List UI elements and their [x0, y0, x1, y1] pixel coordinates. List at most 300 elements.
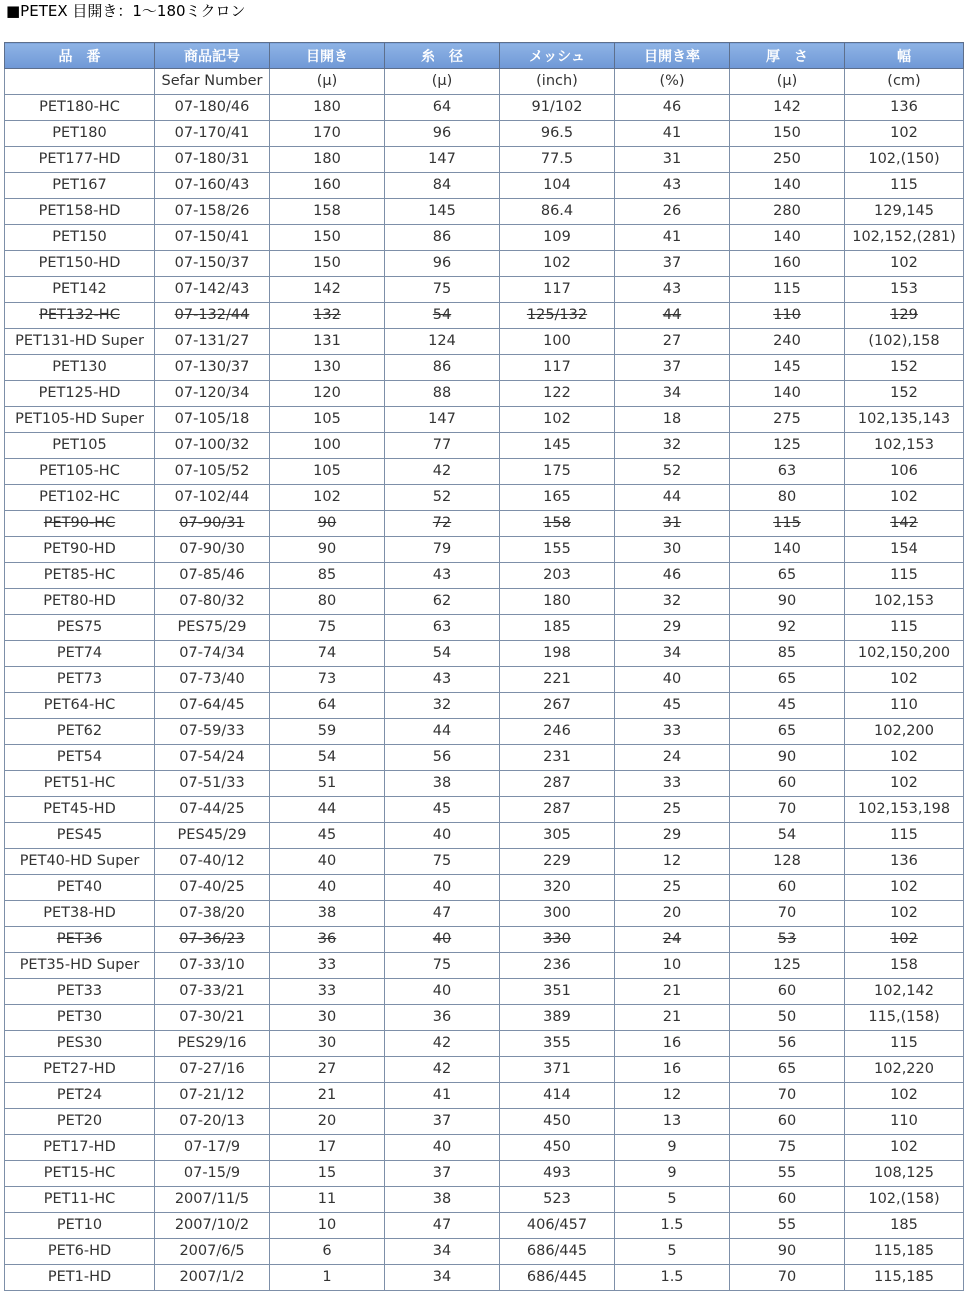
- header-mesh: メッシュ: [500, 43, 615, 69]
- cell-open-area: 29: [615, 615, 730, 641]
- cell-product-number: PET150-HD: [5, 251, 155, 277]
- cell-thread-diameter: 47: [385, 901, 500, 927]
- cell-product-number: PET38-HD: [5, 901, 155, 927]
- cell-open-area: 26: [615, 199, 730, 225]
- cell-open-area: 20: [615, 901, 730, 927]
- cell-width: 102: [845, 485, 964, 511]
- cell-width: 115,(158): [845, 1005, 964, 1031]
- cell-mesh: 351: [500, 979, 615, 1005]
- table-row: [5, 121, 964, 147]
- cell-width: 102: [845, 1083, 964, 1109]
- cell-mesh: 406/457: [500, 1213, 615, 1239]
- table-row: [5, 719, 964, 745]
- cell-open-area: 21: [615, 979, 730, 1005]
- cell-product-number: PET30: [5, 1005, 155, 1031]
- cell-product-code: 07-40/12: [155, 849, 270, 875]
- cell-product-code: 07-73/40: [155, 667, 270, 693]
- cell-open-area: 24: [615, 927, 730, 953]
- unit-cell: (%): [615, 69, 730, 95]
- cell-thread-diameter: 75: [385, 953, 500, 979]
- cell-thickness: 53: [730, 927, 845, 953]
- cell-thickness: 60: [730, 1187, 845, 1213]
- cell-opening: 158: [270, 199, 385, 225]
- cell-open-area: 31: [615, 147, 730, 173]
- cell-thickness: 75: [730, 1135, 845, 1161]
- cell-open-area: 34: [615, 381, 730, 407]
- cell-mesh: 450: [500, 1109, 615, 1135]
- cell-thread-diameter: 37: [385, 1161, 500, 1187]
- cell-mesh: 180: [500, 589, 615, 615]
- cell-open-area: 41: [615, 225, 730, 251]
- cell-thickness: 90: [730, 745, 845, 771]
- table-row: [5, 1213, 964, 1239]
- cell-thickness: 110: [730, 303, 845, 329]
- cell-opening: 105: [270, 459, 385, 485]
- table-row: [5, 953, 964, 979]
- cell-thickness: 55: [730, 1213, 845, 1239]
- cell-mesh: 414: [500, 1083, 615, 1109]
- table-row: [5, 1109, 964, 1135]
- cell-product-number: PET142: [5, 277, 155, 303]
- table-row: [5, 1265, 964, 1291]
- cell-thickness: 240: [730, 329, 845, 355]
- table-row: [5, 329, 964, 355]
- cell-product-number: PET11-HC: [5, 1187, 155, 1213]
- cell-product-number: PET74: [5, 641, 155, 667]
- cell-width: 108,125: [845, 1161, 964, 1187]
- cell-width: 115: [845, 1031, 964, 1057]
- cell-product-number: PET24: [5, 1083, 155, 1109]
- cell-width: 102,220: [845, 1057, 964, 1083]
- cell-product-number: PET80-HD: [5, 589, 155, 615]
- cell-open-area: 30: [615, 537, 730, 563]
- cell-thickness: 80: [730, 485, 845, 511]
- cell-product-number: PET54: [5, 745, 155, 771]
- table-row: [5, 875, 964, 901]
- cell-thickness: 128: [730, 849, 845, 875]
- cell-product-number: PET20: [5, 1109, 155, 1135]
- cell-product-code: 2007/6/5: [155, 1239, 270, 1265]
- cell-mesh: 100: [500, 329, 615, 355]
- cell-thread-diameter: 37: [385, 1109, 500, 1135]
- cell-product-number: PET51-HC: [5, 771, 155, 797]
- cell-width: 142: [845, 511, 964, 537]
- cell-product-number: PET102-HC: [5, 485, 155, 511]
- cell-open-area: 16: [615, 1031, 730, 1057]
- cell-thread-diameter: 40: [385, 823, 500, 849]
- cell-open-area: 27: [615, 329, 730, 355]
- cell-thickness: 54: [730, 823, 845, 849]
- cell-mesh: 330: [500, 927, 615, 953]
- cell-product-code: 07-64/45: [155, 693, 270, 719]
- cell-mesh: 236: [500, 953, 615, 979]
- cell-product-number: PET10: [5, 1213, 155, 1239]
- cell-thickness: 125: [730, 433, 845, 459]
- cell-thread-diameter: 62: [385, 589, 500, 615]
- cell-opening: 40: [270, 875, 385, 901]
- table-row: [5, 225, 964, 251]
- table-row: [5, 667, 964, 693]
- cell-mesh: 523: [500, 1187, 615, 1213]
- cell-opening: 142: [270, 277, 385, 303]
- cell-product-code: 07-90/30: [155, 537, 270, 563]
- table-row: [5, 147, 964, 173]
- cell-open-area: 37: [615, 355, 730, 381]
- cell-product-number: PES30: [5, 1031, 155, 1057]
- cell-product-number: PET85-HC: [5, 563, 155, 589]
- cell-thread-diameter: 86: [385, 225, 500, 251]
- cell-open-area: 24: [615, 745, 730, 771]
- cell-width: 115: [845, 173, 964, 199]
- cell-open-area: 33: [615, 771, 730, 797]
- cell-width: 102,(158): [845, 1187, 964, 1213]
- table-row: [5, 381, 964, 407]
- cell-thickness: 55: [730, 1161, 845, 1187]
- unit-cell: (μ): [385, 69, 500, 95]
- header-row: [5, 43, 964, 69]
- cell-product-number: PES45: [5, 823, 155, 849]
- unit-cell: [5, 69, 155, 95]
- cell-product-code: 07-105/52: [155, 459, 270, 485]
- cell-thread-diameter: 145: [385, 199, 500, 225]
- cell-product-code: 07-132/44: [155, 303, 270, 329]
- cell-product-code: 07-30/21: [155, 1005, 270, 1031]
- cell-thread-diameter: 34: [385, 1239, 500, 1265]
- cell-thickness: 115: [730, 277, 845, 303]
- cell-opening: 33: [270, 979, 385, 1005]
- cell-width: 102: [845, 771, 964, 797]
- cell-open-area: 34: [615, 641, 730, 667]
- cell-thread-diameter: 96: [385, 121, 500, 147]
- cell-product-code: 07-130/37: [155, 355, 270, 381]
- header-thickness: 厚 さ: [730, 43, 845, 69]
- table-row: [5, 199, 964, 225]
- units-row: [5, 69, 964, 95]
- table-row: [5, 537, 964, 563]
- cell-open-area: 1.5: [615, 1213, 730, 1239]
- cell-thickness: 140: [730, 537, 845, 563]
- cell-product-number: PET15-HC: [5, 1161, 155, 1187]
- cell-product-number: PET105-HC: [5, 459, 155, 485]
- cell-product-number: PET64-HC: [5, 693, 155, 719]
- cell-mesh: 287: [500, 797, 615, 823]
- cell-width: (102),158: [845, 329, 964, 355]
- cell-product-number: PET45-HD: [5, 797, 155, 823]
- cell-thickness: 140: [730, 225, 845, 251]
- table-row: [5, 1083, 964, 1109]
- cell-opening: 10: [270, 1213, 385, 1239]
- cell-open-area: 18: [615, 407, 730, 433]
- cell-product-number: PET40: [5, 875, 155, 901]
- cell-opening: 33: [270, 953, 385, 979]
- cell-open-area: 1.5: [615, 1265, 730, 1291]
- cell-product-code: 2007/10/2: [155, 1213, 270, 1239]
- cell-product-code: 07-142/43: [155, 277, 270, 303]
- cell-thickness: 65: [730, 667, 845, 693]
- cell-thread-diameter: 56: [385, 745, 500, 771]
- cell-thread-diameter: 54: [385, 641, 500, 667]
- cell-opening: 27: [270, 1057, 385, 1083]
- cell-thickness: 275: [730, 407, 845, 433]
- cell-opening: 59: [270, 719, 385, 745]
- cell-open-area: 9: [615, 1135, 730, 1161]
- cell-opening: 38: [270, 901, 385, 927]
- cell-thread-diameter: 40: [385, 927, 500, 953]
- cell-product-number: PET73: [5, 667, 155, 693]
- cell-opening: 80: [270, 589, 385, 615]
- unit-cell: (μ): [270, 69, 385, 95]
- cell-thread-diameter: 42: [385, 459, 500, 485]
- cell-thread-diameter: 41: [385, 1083, 500, 1109]
- cell-opening: 105: [270, 407, 385, 433]
- cell-product-code: 07-131/27: [155, 329, 270, 355]
- table-row: [5, 797, 964, 823]
- cell-opening: 45: [270, 823, 385, 849]
- cell-width: 152: [845, 355, 964, 381]
- cell-thread-diameter: 42: [385, 1057, 500, 1083]
- cell-width: 154: [845, 537, 964, 563]
- cell-width: 110: [845, 1109, 964, 1135]
- cell-width: 102,153: [845, 589, 964, 615]
- cell-mesh: 104: [500, 173, 615, 199]
- cell-product-code: 07-51/33: [155, 771, 270, 797]
- cell-width: 102,150,200: [845, 641, 964, 667]
- cell-open-area: 32: [615, 589, 730, 615]
- cell-mesh: 122: [500, 381, 615, 407]
- cell-opening: 160: [270, 173, 385, 199]
- cell-mesh: 96.5: [500, 121, 615, 147]
- cell-thickness: 70: [730, 1083, 845, 1109]
- table-row: [5, 693, 964, 719]
- cell-opening: 180: [270, 147, 385, 173]
- cell-mesh: 203: [500, 563, 615, 589]
- cell-product-number: PET105: [5, 433, 155, 459]
- cell-open-area: 31: [615, 511, 730, 537]
- cell-product-number: PET1-HD: [5, 1265, 155, 1291]
- cell-product-code: 07-40/25: [155, 875, 270, 901]
- cell-thickness: 140: [730, 173, 845, 199]
- cell-width: 136: [845, 95, 964, 121]
- header-open-area: 目開き率: [615, 43, 730, 69]
- cell-width: 115: [845, 563, 964, 589]
- cell-product-code: 07-44/25: [155, 797, 270, 823]
- cell-thread-diameter: 34: [385, 1265, 500, 1291]
- table-row: [5, 979, 964, 1005]
- cell-thickness: 145: [730, 355, 845, 381]
- cell-thread-diameter: 96: [385, 251, 500, 277]
- cell-product-code: 07-158/26: [155, 199, 270, 225]
- cell-opening: 20: [270, 1109, 385, 1135]
- cell-open-area: 33: [615, 719, 730, 745]
- cell-mesh: 198: [500, 641, 615, 667]
- cell-thickness: 60: [730, 979, 845, 1005]
- cell-thickness: 85: [730, 641, 845, 667]
- cell-width: 153: [845, 277, 964, 303]
- cell-thickness: 65: [730, 719, 845, 745]
- cell-thickness: 90: [730, 589, 845, 615]
- cell-open-area: 12: [615, 849, 730, 875]
- cell-width: 115,185: [845, 1239, 964, 1265]
- cell-open-area: 32: [615, 433, 730, 459]
- cell-thread-diameter: 79: [385, 537, 500, 563]
- cell-thickness: 60: [730, 1109, 845, 1135]
- cell-mesh: 300: [500, 901, 615, 927]
- cell-mesh: 145: [500, 433, 615, 459]
- cell-mesh: 287: [500, 771, 615, 797]
- cell-thread-diameter: 86: [385, 355, 500, 381]
- table-row: [5, 615, 964, 641]
- header-opening: 目開き: [270, 43, 385, 69]
- cell-thread-diameter: 43: [385, 667, 500, 693]
- table-row: [5, 485, 964, 511]
- cell-thread-diameter: 45: [385, 797, 500, 823]
- table-row: [5, 407, 964, 433]
- cell-opening: 6: [270, 1239, 385, 1265]
- cell-thread-diameter: 40: [385, 979, 500, 1005]
- cell-product-code: 07-38/20: [155, 901, 270, 927]
- cell-opening: 54: [270, 745, 385, 771]
- cell-thread-diameter: 54: [385, 303, 500, 329]
- cell-open-area: 46: [615, 563, 730, 589]
- cell-thickness: 280: [730, 199, 845, 225]
- cell-product-code: 2007/1/2: [155, 1265, 270, 1291]
- cell-mesh: 185: [500, 615, 615, 641]
- table-row: [5, 745, 964, 771]
- cell-open-area: 25: [615, 875, 730, 901]
- cell-opening: 74: [270, 641, 385, 667]
- header-width: 幅: [845, 43, 964, 69]
- cell-thread-diameter: 42: [385, 1031, 500, 1057]
- cell-open-area: 44: [615, 303, 730, 329]
- cell-opening: 17: [270, 1135, 385, 1161]
- cell-opening: 150: [270, 251, 385, 277]
- cell-thread-diameter: 52: [385, 485, 500, 511]
- cell-width: 106: [845, 459, 964, 485]
- cell-thickness: 250: [730, 147, 845, 173]
- cell-open-area: 46: [615, 95, 730, 121]
- cell-product-code: 2007/11/5: [155, 1187, 270, 1213]
- cell-product-number: PET6-HD: [5, 1239, 155, 1265]
- cell-product-code: 07-59/33: [155, 719, 270, 745]
- cell-opening: 15: [270, 1161, 385, 1187]
- cell-product-code: PES45/29: [155, 823, 270, 849]
- header-thread-diameter: 糸 径: [385, 43, 500, 69]
- cell-open-area: 45: [615, 693, 730, 719]
- cell-thread-diameter: 47: [385, 1213, 500, 1239]
- cell-thickness: 45: [730, 693, 845, 719]
- table-row: [5, 901, 964, 927]
- cell-product-code: 07-170/41: [155, 121, 270, 147]
- cell-opening: 130: [270, 355, 385, 381]
- cell-width: 102: [845, 121, 964, 147]
- cell-product-code: 07-90/31: [155, 511, 270, 537]
- cell-mesh: 86.4: [500, 199, 615, 225]
- table-row: [5, 303, 964, 329]
- cell-mesh: 102: [500, 407, 615, 433]
- cell-product-number: PET36: [5, 927, 155, 953]
- cell-opening: 90: [270, 511, 385, 537]
- cell-product-number: PET180-HC: [5, 95, 155, 121]
- table-row: [5, 433, 964, 459]
- cell-opening: 51: [270, 771, 385, 797]
- cell-mesh: 355: [500, 1031, 615, 1057]
- cell-thickness: 70: [730, 797, 845, 823]
- cell-open-area: 16: [615, 1057, 730, 1083]
- cell-thickness: 115: [730, 511, 845, 537]
- table-row: [5, 823, 964, 849]
- cell-opening: 132: [270, 303, 385, 329]
- cell-width: 102: [845, 667, 964, 693]
- unit-cell: Sefar Number: [155, 69, 270, 95]
- cell-thread-diameter: 40: [385, 1135, 500, 1161]
- cell-thread-diameter: 147: [385, 407, 500, 433]
- cell-mesh: 231: [500, 745, 615, 771]
- cell-product-code: 07-33/10: [155, 953, 270, 979]
- cell-product-code: 07-180/31: [155, 147, 270, 173]
- cell-thread-diameter: 77: [385, 433, 500, 459]
- cell-thickness: 90: [730, 1239, 845, 1265]
- cell-mesh: 155: [500, 537, 615, 563]
- page-title: ■PETEX 目開き：1～180ミクロン: [6, 2, 246, 20]
- cell-product-number: PET131-HD Super: [5, 329, 155, 355]
- cell-width: 129: [845, 303, 964, 329]
- cell-width: 102,142: [845, 979, 964, 1005]
- cell-open-area: 41: [615, 121, 730, 147]
- cell-thread-diameter: 32: [385, 693, 500, 719]
- cell-product-number: PES75: [5, 615, 155, 641]
- cell-open-area: 52: [615, 459, 730, 485]
- cell-thread-diameter: 147: [385, 147, 500, 173]
- cell-mesh: 389: [500, 1005, 615, 1031]
- cell-thread-diameter: 75: [385, 849, 500, 875]
- table-row: [5, 1031, 964, 1057]
- table-row: [5, 1005, 964, 1031]
- cell-width: 102,135,143: [845, 407, 964, 433]
- cell-width: 102: [845, 875, 964, 901]
- cell-product-code: 07-105/18: [155, 407, 270, 433]
- cell-thread-diameter: 84: [385, 173, 500, 199]
- cell-open-area: 10: [615, 953, 730, 979]
- cell-thickness: 60: [730, 875, 845, 901]
- cell-thickness: 65: [730, 563, 845, 589]
- cell-opening: 40: [270, 849, 385, 875]
- cell-opening: 170: [270, 121, 385, 147]
- cell-product-code: 07-74/34: [155, 641, 270, 667]
- cell-product-number: PET90-HC: [5, 511, 155, 537]
- table-row: [5, 355, 964, 381]
- cell-mesh: 221: [500, 667, 615, 693]
- cell-open-area: 37: [615, 251, 730, 277]
- cell-opening: 90: [270, 537, 385, 563]
- cell-thread-diameter: 88: [385, 381, 500, 407]
- cell-thickness: 60: [730, 771, 845, 797]
- cell-product-number: PET105-HD Super: [5, 407, 155, 433]
- cell-product-code: 07-150/41: [155, 225, 270, 251]
- cell-thickness: 50: [730, 1005, 845, 1031]
- cell-product-number: PET35-HD Super: [5, 953, 155, 979]
- cell-mesh: 320: [500, 875, 615, 901]
- cell-product-code: 07-85/46: [155, 563, 270, 589]
- cell-opening: 11: [270, 1187, 385, 1213]
- cell-product-number: PET180: [5, 121, 155, 147]
- cell-product-code: 07-80/32: [155, 589, 270, 615]
- cell-width: 102,152,(281): [845, 225, 964, 251]
- cell-opening: 180: [270, 95, 385, 121]
- cell-thread-diameter: 44: [385, 719, 500, 745]
- cell-thickness: 65: [730, 1057, 845, 1083]
- cell-open-area: 25: [615, 797, 730, 823]
- table-row: [5, 563, 964, 589]
